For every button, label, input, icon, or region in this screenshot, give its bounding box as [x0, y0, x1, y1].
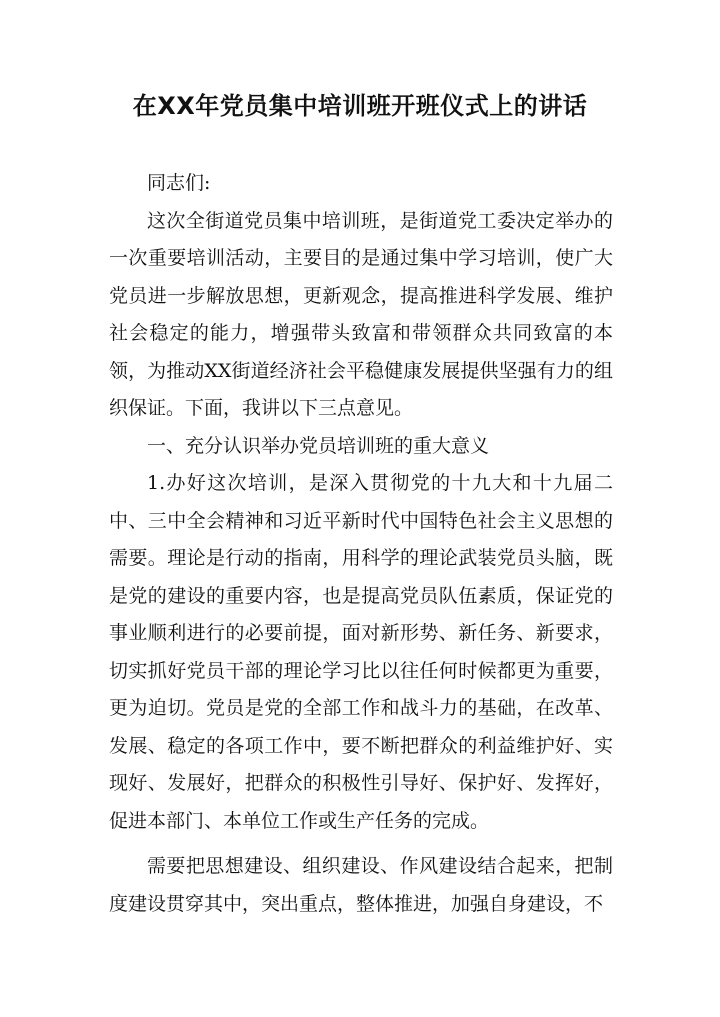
section-heading-1: 一、充分认识举办党员培训班的重大意义 — [147, 434, 490, 457]
continuation-paragraph: 需要把思想建设、组织建设、作风建设结合起来，把制度建设贯穿其中，突出重点，整体推进，加强自身建设，不 — [109, 855, 613, 915]
document-body — [109, 165, 613, 923]
document-title: 在XX年党员集中培训班开班仪式上的讲话 — [132, 92, 588, 120]
point-1-paragraph: 1.办好这次培训，是深入贯彻党的十九大和十九届二中、三中全会精神和习近平新时代中国特色社会主义思想的需要。理论是行动的指南，用科学的理论武装党员头脑，既是党的建设的重要内容，也是提高党员队伍素质，保证党的事业顺利进行的必要前提，面对新形势、新任务、新要求，切实抓好党员干部的理论学习比以往任何时候都更为重要，更为迫切。党员是党的全部工作和战斗力的基础，在改革、发展、稳定的各项工作中，要不断把群众的利益维护好、实现好、发展好，把群众的积极性引导好、保护好、发挥好，促进本部门、本单位工作或生产任务的完成。 — [109, 472, 613, 832]
salutation-paragraph: 同志们: — [147, 172, 211, 194]
intro-paragraph: 这次全街道党员集中培训班，是街道党工委决定举办的一次重要培训活动，主要目的是通过集中学习培训，使广大党员进一步解放思想，更新观念，提高推进科学发展、维护社会稳定的能力，增强带头致富和带领群众共同致富的本领，为推动XX街道经济社会平稳健康发展提供坚强有力的组织保证。下面，我讲以下三点意见。 — [109, 209, 613, 419]
